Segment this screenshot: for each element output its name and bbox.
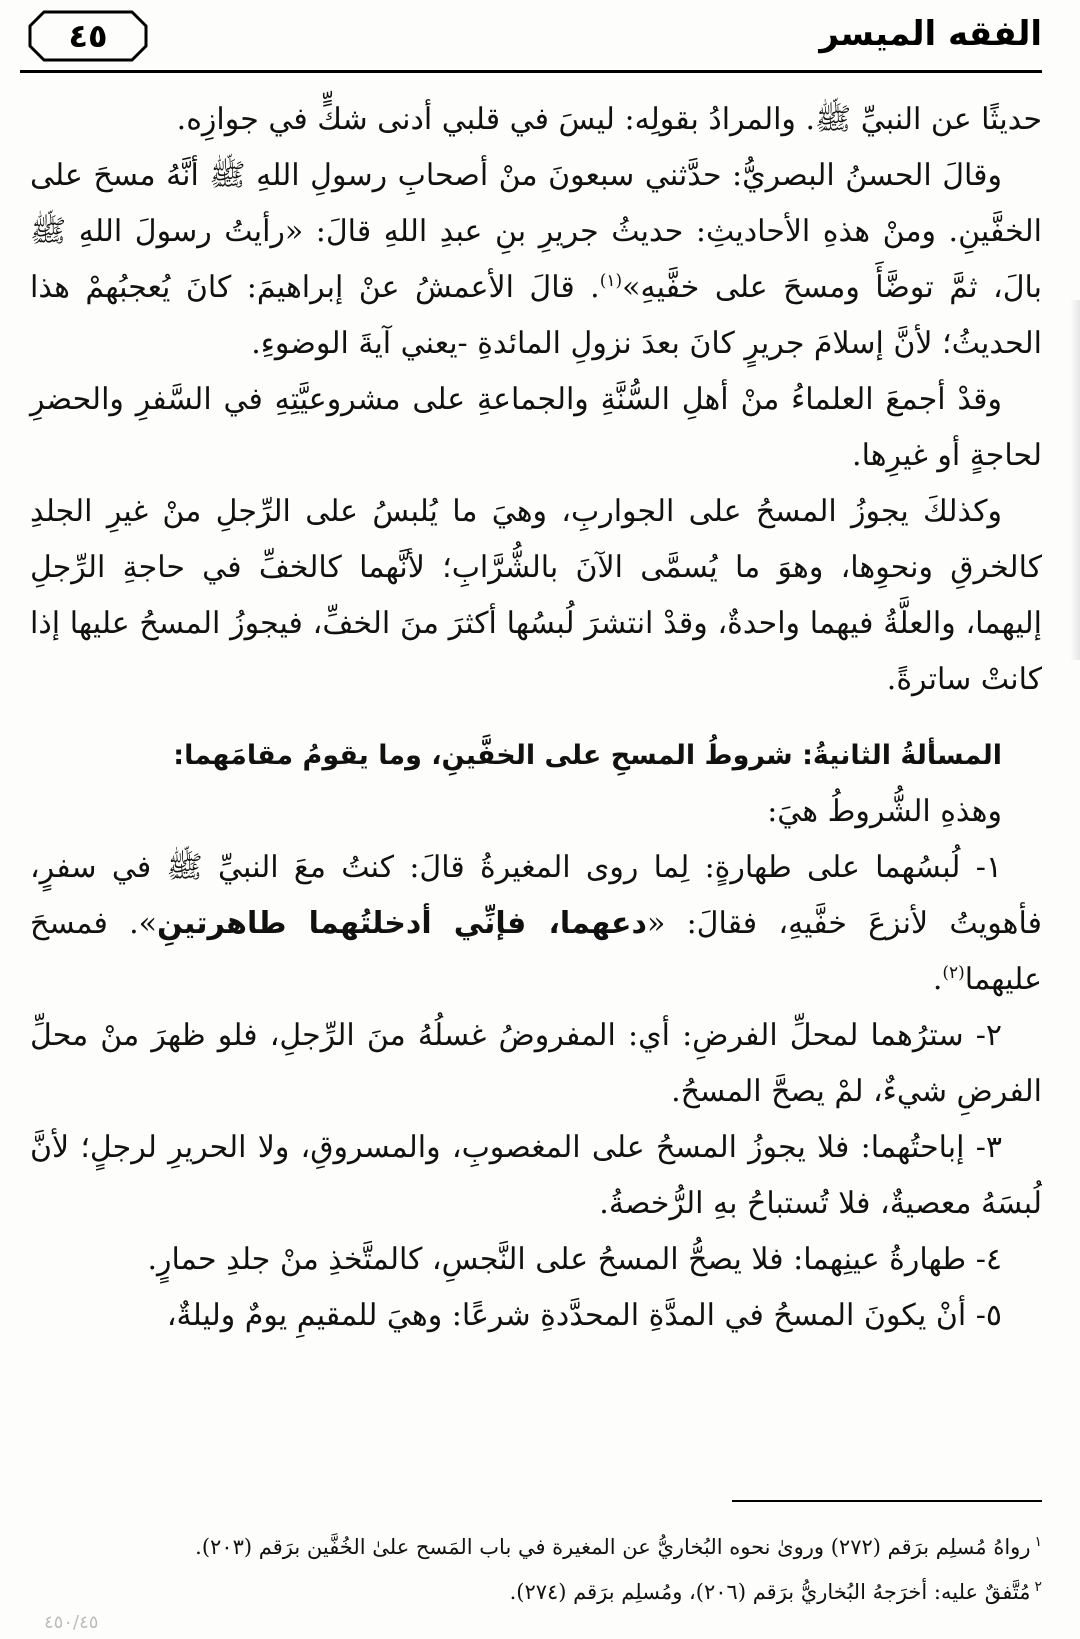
footnote-2 (40, 1567, 1042, 1612)
paragraph-3: وقدْ أجمعَ العلماءُ منْ أهلِ السُّنَّةِ والجماعةِ على مشروعيَّتِهِ في السَّفرِ والحضرِ لحاجةٍ أو غيرِها. (30, 382, 1042, 473)
main-text (30, 92, 1042, 1344)
footnotes (40, 1522, 1042, 1612)
condition-item-5: ٥- أنْ يكونَ المسحُ في المدَّةِ المحدَّدةِ شرعًا: وهيَ للمقيمِ يومٌ وليلةٌ، (166, 1298, 1002, 1333)
condition-item-1-end: . (932, 962, 943, 997)
book-title: الفقه الميسر (819, 14, 1042, 54)
condition-item-1-text-b: ». فمسحَ عليهما (30, 906, 1042, 997)
header-divider (20, 70, 1042, 73)
paragraph-1: حديثًا عن النبيِّ ﷺ. والمرادُ بقولِه: ليسَ في قلبي أدنى شكٍّ في جوازِه. (176, 102, 1042, 137)
footnote-2-number: ٢ (1034, 1579, 1042, 1595)
conditions-intro: وهذهِ الشُّروطُ هيَ: (767, 794, 1002, 829)
page-number-badge (28, 10, 148, 62)
condition-item-1-text: ١- لُبسُهما على طهارةٍ: لِما روى المغيرةُ قالَ: كنتُ معَ النبيِّ ﷺ في سفرٍ، فأهويتُ لأنزعَ خفَّيهِ، فقالَ: « (30, 850, 1042, 941)
paragraph-2-tail: . قالَ الأعمشُ عنْ إبراهيمَ: كانَ يُعجبُهمْ هذا الحديثُ؛ لأنَّ إسلامَ جريرٍ كانَ بعدَ نزولِ المائدةِ -يعني آيةَ الوضوءِ. (30, 270, 1042, 361)
footnote-1-text: رواهُ مُسلِم برَقم (٢٧٢) وروىٰ نحوه البُخاريُّ عن المغيرة في باب المَسح علىٰ الخُفَّين برَقم (٢٠٣). (195, 1535, 1031, 1559)
paragraph-2 (30, 148, 1042, 372)
paragraph-4: وكذلكَ يجوزُ المسحُ على الجواربِ، وهيَ ما يُلبسُ على الرِّجلِ منْ غيرِ الجلدِ كالخرقِ ونحوِها، وهوَ ما يُسمَّى الآنَ بالشُّرَّابِ؛ لأنَّهما كالخفِّ في حاجةِ الرِّجلِ إليهما، والعلَّةُ فيهما واحدةٌ، وقدْ انتشرَ لُبسُها أكثرَ منَ الخفِّ، فيجوزُ المسحُ عليها إذا كانتْ ساترةً. (30, 494, 1042, 697)
condition-item-4: ٤- طهارةُ عينِهما: فلا يصحُّ المسحُ على النَّجسِ، كالمتَّخذِ منْ جلدِ حمارٍ. (147, 1242, 1002, 1277)
footnote-ref-2[interactable]: (٢) (942, 963, 965, 983)
page-number: ٤٥ (68, 17, 108, 55)
section-heading: المسألةُ الثانيةُ: شروطُ المسحِ على الخفَّينِ، وما يقومُ مقامَهما: (173, 740, 1002, 771)
footnote-divider (732, 1500, 1042, 1502)
footnote-1 (40, 1522, 1042, 1567)
condition-item-2: ٢- سترُهما لمحلِّ الفرضِ: أي: المفروضُ غسلُهُ منَ الرِّجلِ، فلو ظهرَ منْ محلِّ الفرضِ شيءٌ، لمْ يصحَّ المسحُ. (30, 1018, 1042, 1109)
page-header (20, 8, 1042, 72)
condition-item-3: ٣- إباحتُهما: فلا يجوزُ المسحُ على المغصوبِ، والمسروقِ، ولا الحريرِ لرجلٍ؛ لأنَّ لُبسَهُ معصيةٌ، فلا تُستباحُ بهِ الرُّخصةُ. (30, 1130, 1042, 1221)
page-edge-shadow (1070, 300, 1080, 660)
paragraph-2-text: وقالَ الحسنُ البصريُّ: حدَّثني سبعونَ منْ أصحابِ رسولِ اللهِ ﷺ أنَّهُ مسحَ على الخفَّينِ. ومنْ هذهِ الأحاديثِ: حديثُ جريرِ بنِ عبدِ اللهِ قالَ: «رأيتُ رسولَ اللهِ ﷺ بالَ، ثمَّ توضَّأَ ومسحَ على خفَّيهِ» (30, 158, 1042, 305)
hadith-quote: دعهما، فإنِّي أدخلتُهما طاهرتينِ (156, 906, 647, 941)
condition-item-1 (30, 840, 1042, 1008)
footnote-2-text: مُتَّفقٌ عليه: أخرَجهُ البُخاريُّ برَقم (٢٠٦)، ومُسلِم برَقم (٢٧٤). (509, 1580, 1031, 1604)
footnote-ref-1[interactable]: (١) (599, 271, 623, 291)
footnote-1-number: ١ (1034, 1534, 1042, 1550)
print-page-reference: ٤٥٠/٤٥ (44, 1612, 99, 1633)
